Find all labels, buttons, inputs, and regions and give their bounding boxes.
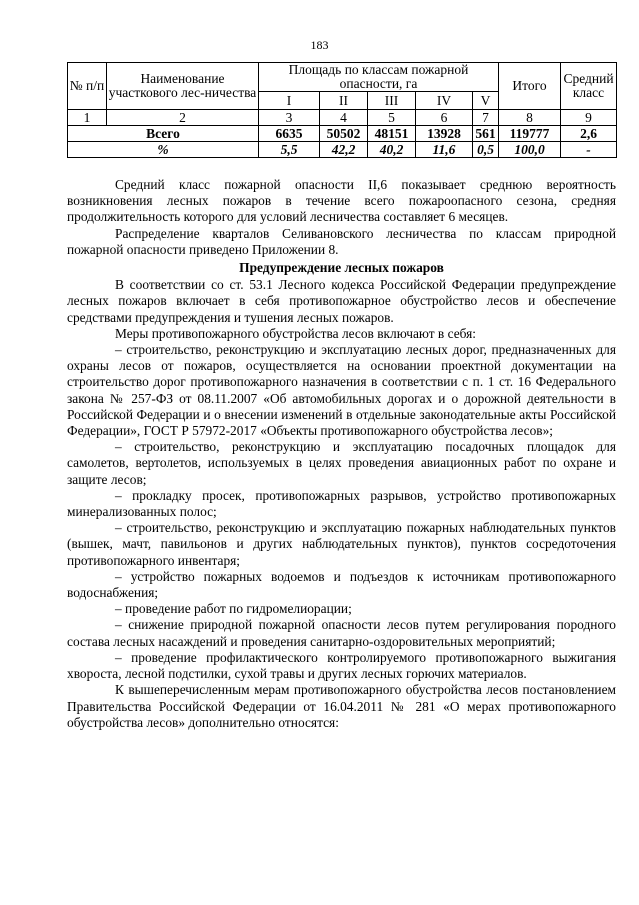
header-class: III	[368, 92, 416, 110]
total-row	[68, 126, 617, 142]
index-cell: 2	[107, 110, 259, 126]
header-class: V	[473, 92, 499, 110]
header-total: Итого	[499, 63, 561, 110]
index-cell: 3	[259, 110, 320, 126]
list-item: – прокладку просек, противопожарных разрывов, устройство противопожарных минерализованных полос;	[67, 487, 616, 520]
paragraph: Распределение кварталов Селивановского лесничества по классам природной пожарной опасности приведено Приложении 8.	[67, 225, 616, 257]
total-cell: 48151	[368, 126, 416, 142]
percent-cell: 11,6	[416, 142, 473, 158]
paragraph: В соответствии со ст. 53.1 Лесного кодекса Российской Федерации предупреждение лесных пожаров включает в себя противопожарное обустройство лесов и обеспечение средствами предупреждения и тушения лесных пожаров.	[67, 277, 616, 325]
total-cell: 119777	[499, 126, 561, 142]
body-text	[67, 177, 616, 731]
total-cell: 13928	[416, 126, 473, 142]
list-item: – строительство, реконструкцию и эксплуатацию посадочных площадок для самолетов, вертолетов, используемых в целях проведения авиационных работ по охране и защите лесов;	[67, 439, 616, 487]
index-row	[68, 110, 617, 126]
paragraph: Меры противопожарного обустройства лесов включают в себя:	[115, 325, 477, 341]
header-num: № п/п	[68, 63, 107, 110]
header-name: Наименование участкового лес-ничества	[107, 63, 259, 110]
percent-cell: -	[561, 142, 617, 158]
percent-row	[68, 142, 617, 158]
header-avg: Средний класс	[561, 63, 617, 110]
list-item: – строительство, реконструкцию и эксплуатацию лесных дорог, предназначенных для охраны лесов от пожаров, осуществляется на основании проектной документации на строительство дорог противопожарного назначения в соответствии с п. 1 ст. 16 Федерального закона № 257-ФЗ от 08.11.2007 «Об автомобильных дорогах и о дорожной деятельности в Российской Федерации и о внесении изменений в отдельные законодательные акты Российской Федерации», ГОСТ Р 57972-2017 «Объекты противопожарного обустройства лесов»;	[67, 342, 616, 439]
index-cell: 9	[561, 110, 617, 126]
list-item: – снижение природной пожарной опасности лесов путем регулирования породного состава лесных насаждений и проведения санитарно-оздоровительных мероприятий;	[67, 617, 616, 649]
total-label: Всего	[68, 126, 259, 142]
index-cell: 5	[368, 110, 416, 126]
total-cell: 6635	[259, 126, 320, 142]
percent-cell: 40,2	[368, 142, 416, 158]
percent-label: %	[68, 142, 259, 158]
index-cell: 8	[499, 110, 561, 126]
total-cell: 2,6	[561, 126, 617, 142]
paragraph: К вышеперечисленным мерам противопожарного обустройства лесов постановлением Правительства Российской Федерации от 16.04.2011 № 281 «О мерах противопожарного обустройства лесов» дополнительно относятся:	[67, 682, 616, 730]
fire-class-table	[67, 62, 617, 158]
total-cell: 50502	[320, 126, 368, 142]
percent-cell: 5,5	[259, 142, 320, 158]
header-class: IV	[416, 92, 473, 110]
header-class: II	[320, 92, 368, 110]
header-class: I	[259, 92, 320, 110]
percent-cell: 100,0	[499, 142, 561, 158]
header-area: Площадь по классам пожарной опасности, га	[259, 63, 499, 92]
index-cell: 7	[473, 110, 499, 126]
page-number: 183	[310, 38, 329, 52]
list-item: – проведение работ по гидромелиорации;	[115, 601, 352, 617]
percent-cell: 0,5	[473, 142, 499, 158]
list-item: – устройство пожарных водоемов и подъездов к источникам противопожарного водоснабжения;	[67, 568, 616, 601]
index-cell: 1	[68, 110, 107, 126]
paragraph: Средний класс пожарной опасности II,6 показывает среднюю вероятность возникновения лесных пожаров в течение всего пожароопасного сезона, средняя продолжительность которого для условий лесничества составляет 6 месяцев.	[67, 177, 616, 225]
index-cell: 6	[416, 110, 473, 126]
list-item: – проведение профилактического контролируемого противопожарного выжигания хвороста, лесной подстилки, сухой травы и других лесных горючих материалов.	[67, 649, 616, 682]
list-item: – строительство, реконструкцию и эксплуатацию пожарных наблюдательных пунктов (вышек, мачт, павильонов и других наблюдательных пунктов), пунктов сосредоточения противопожарного инвентаря;	[67, 520, 616, 568]
section-heading: Предупреждение лесных пожаров	[239, 260, 444, 276]
percent-cell: 42,2	[320, 142, 368, 158]
index-cell: 4	[320, 110, 368, 126]
total-cell: 561	[473, 126, 499, 142]
